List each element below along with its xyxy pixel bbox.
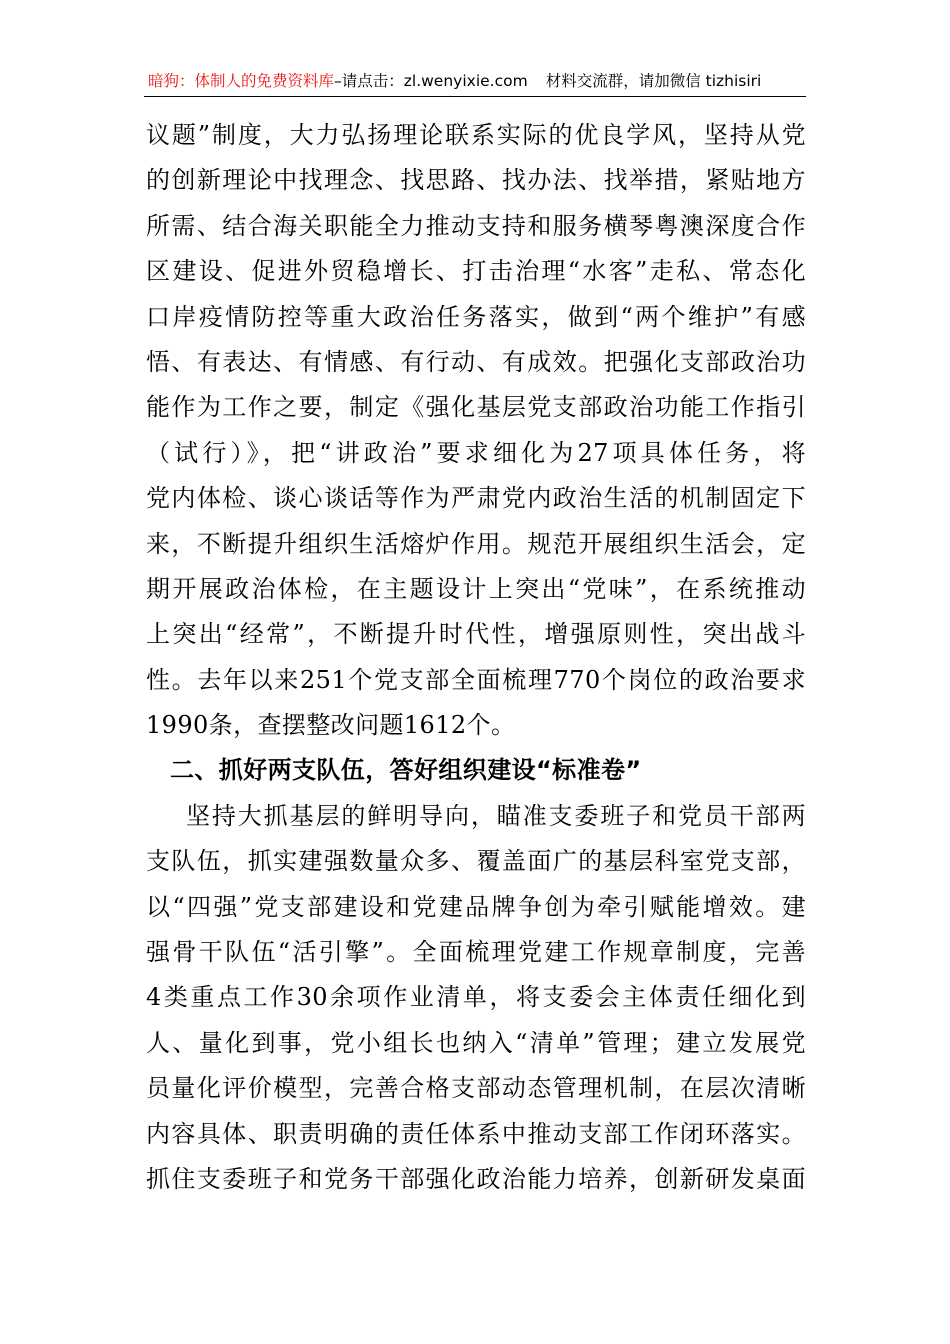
body-line: 能作为工作之要，制定《强化基层党支部政治功能工作指引 — [146, 393, 806, 422]
body-line: （试行）》，把“讲政治”要求细化为27项具体任务，将 — [146, 438, 806, 467]
body-line: 性。去年以来251个党支部全面梳理770个岗位的政治要求 — [146, 665, 806, 694]
body-line: 人、量化到事，党小组长也纳入“清单”管理；建立发展党 — [146, 1028, 806, 1057]
section-heading: 二、抓好两支队伍，答好组织建设“标准卷” — [170, 756, 642, 785]
body-line: 期开展政治体检，在主题设计上突出“党味”，在系统推动 — [146, 574, 806, 603]
header-promo-text: 暗狗：体制人的免费资料库 — [148, 72, 335, 90]
body-line: 以“四强”党支部建设和党建品牌争创为牵引赋能增效。建 — [146, 892, 806, 921]
body-line: 口岸疫情防控等重大政治任务落实，做到“两个维护”有感 — [146, 302, 806, 331]
body-line: 议题”制度，大力弘扬理论联系实际的优良学风，坚持从党 — [146, 121, 806, 149]
body-line: 1990条，查摆整改问题1612个。 — [146, 711, 516, 740]
page-header — [148, 66, 808, 96]
body-line: 党内体检、谈心谈话等作为严肃党内政治生活的机制固定下 — [146, 484, 806, 513]
body-line: 4类重点工作30余项作业清单，将支委会主体责任细化到 — [146, 983, 806, 1012]
body-line: 的创新理论中找理念、找思路、找办法、找举措，紧贴地方 — [146, 166, 806, 195]
body-line: 内容具体、职责明确的责任体系中推动支部工作闭环落实。 — [146, 1119, 806, 1148]
body-line: 员量化评价模型，完善合格支部动态管理机制，在层次清晰 — [146, 1074, 806, 1103]
body-line: 坚持大抓基层的鲜明导向，瞄准支委班子和党员干部两 — [186, 801, 806, 830]
body-line: 所需、结合海关职能全力推动支持和服务横琴粤澳深度合作 — [146, 211, 806, 240]
body-line: 支队伍，抓实建强数量众多、覆盖面广的基层科室党支部， — [146, 847, 806, 876]
header-link-text[interactable]: –请点击：zl.wenyixie.com — [334, 72, 528, 90]
body-line: 悟、有表达、有情感、有行动、有成效。把强化支部政治功 — [146, 347, 806, 376]
header-divider — [144, 96, 806, 97]
document-body — [146, 113, 806, 1202]
body-line: 抓住支委班子和党务干部强化政治能力培养，创新研发桌面 — [146, 1164, 806, 1193]
body-line: 区建设、促进外贸稳增长、打击治理“水客”走私、常态化 — [146, 257, 806, 286]
body-line: 来，不断提升组织生活熔炉作用。规范开展组织生活会，定 — [146, 529, 806, 558]
body-line: 强骨干队伍“活引擎”。全面梳理党建工作规章制度，完善 — [146, 938, 806, 967]
header-wechat-text: 材料交流群，请加微信 tizhisiri — [545, 72, 762, 90]
body-line: 上突出“经常”，不断提升时代性，增强原则性，突出战斗 — [146, 620, 806, 649]
